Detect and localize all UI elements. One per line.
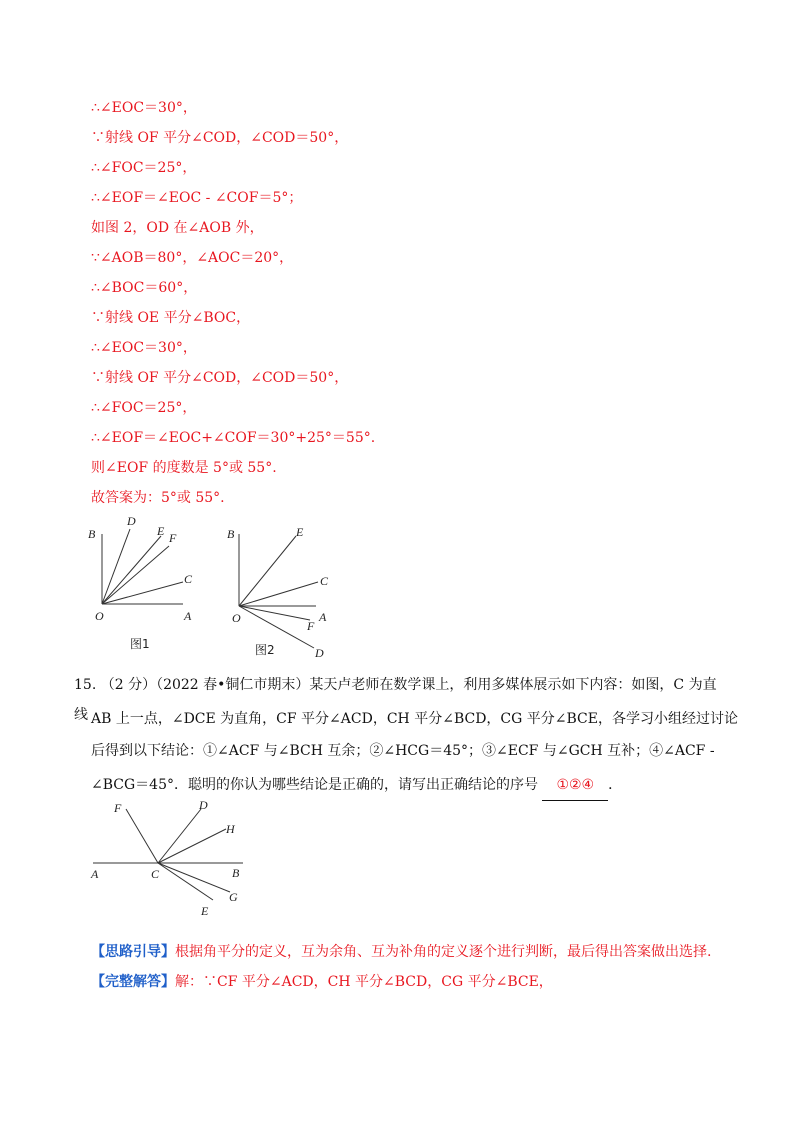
question-text-3: 后得到以下结论：①∠ACF 与∠BCH 互余；②∠HCG＝45°；③∠ECF 与∠GCH 互补；④∠ACF - <box>91 743 715 759</box>
fig2-label-a: A <box>319 610 327 624</box>
fig3-label-d: D <box>199 798 208 812</box>
question-number: 15. <box>74 677 97 693</box>
fig1-label-c: C <box>184 572 193 586</box>
question-text-1: 某天卢老师在数学课上，利用多媒体展示如下内容：如图，C 为直线 <box>74 677 717 723</box>
fig1-label-a: A <box>184 609 192 623</box>
solution-line: ∵射线 OF 平分∠COD，∠COD＝50°， <box>91 370 349 386</box>
hint-text: 根据角平分的定义，互为余角、互为补角的定义逐个进行判断，最后得出答案做出选择. <box>175 944 712 960</box>
solution-line: ∵∠AOB＝80°，∠AOC＝20°， <box>91 250 294 266</box>
solution-line: ∴∠EOC＝30°， <box>91 100 197 116</box>
fig1-caption: 图1 <box>130 637 150 651</box>
solution-line: ∴∠EOF＝∠EOC+∠COF＝30°+25°＝55°. <box>91 430 376 446</box>
solution-line: 如图 2，OD 在∠AOB 外， <box>91 220 264 236</box>
solution-line: ∴∠EOC＝30°， <box>91 340 197 356</box>
solution-line: 则∠EOF 的度数是 5°或 55°. <box>91 460 277 476</box>
fig1-label-d: D <box>127 514 136 528</box>
fig3-label-a: A <box>91 867 99 881</box>
fig2-caption: 图2 <box>255 643 275 657</box>
full-answer-line <box>91 972 553 992</box>
full-answer-text: 解：∵CF 平分∠ACD，CH 平分∠BCD，CG 平分∠BCE， <box>175 974 553 990</box>
fig3-label-c: C <box>151 867 160 881</box>
figure-2 <box>222 512 347 662</box>
fig1-label-b: B <box>88 527 96 541</box>
question-end: ． <box>608 777 623 793</box>
question-score: （2 分） <box>100 677 157 693</box>
hint-line <box>91 942 711 962</box>
figure-3 <box>88 795 258 920</box>
question-source: （2022 春•铜仁市期末） <box>156 677 310 693</box>
fig2-label-d: D <box>315 646 324 660</box>
fig2-label-e: E <box>296 525 304 539</box>
fig3-label-g: G <box>229 890 238 904</box>
fig1-label-o: O <box>95 609 104 623</box>
answer-blank: ①②④ <box>542 770 608 801</box>
solution-line: ∵射线 OF 平分∠COD，∠COD＝50°， <box>91 130 349 146</box>
solution-line: ∵射线 OE 平分∠BOC， <box>91 310 251 326</box>
solution-line: 故答案为：5°或 55°. <box>91 490 225 506</box>
figure-1 <box>85 512 205 657</box>
fig1-label-f: F <box>169 531 177 545</box>
question-text-2: AB 上一点，∠DCE 为直角，CF 平分∠ACD，CH 平分∠BCD，CG 平分∠BCE，各学习小组经过讨论 <box>91 711 738 727</box>
fig3-label-f: F <box>114 801 122 815</box>
fig2-label-o: O <box>232 611 241 625</box>
solution-line: ∴∠BOC＝60°， <box>91 280 198 296</box>
fig3-label-h: H <box>226 822 235 836</box>
fig3-label-b: B <box>232 866 240 880</box>
hint-tag: 【思路引导】 <box>91 944 175 960</box>
full-answer-tag: 【完整解答】 <box>91 974 175 990</box>
fig2-label-b: B <box>227 527 235 541</box>
solution-line: ∴∠FOC＝25°， <box>91 160 197 176</box>
solution-line: ∴∠EOF＝∠EOC - ∠COF＝5°； <box>91 190 303 206</box>
question-text-4: ∠BCG＝45°．聪明的你认为哪些结论是正确的，请写出正确结论的序号 <box>91 777 538 793</box>
fig2-label-c: C <box>320 574 329 588</box>
fig3-label-e: E <box>201 904 209 918</box>
solution-line: ∴∠FOC＝25°， <box>91 400 197 416</box>
fig1-label-e: E <box>157 524 165 538</box>
fig2-label-f: F <box>307 619 315 633</box>
